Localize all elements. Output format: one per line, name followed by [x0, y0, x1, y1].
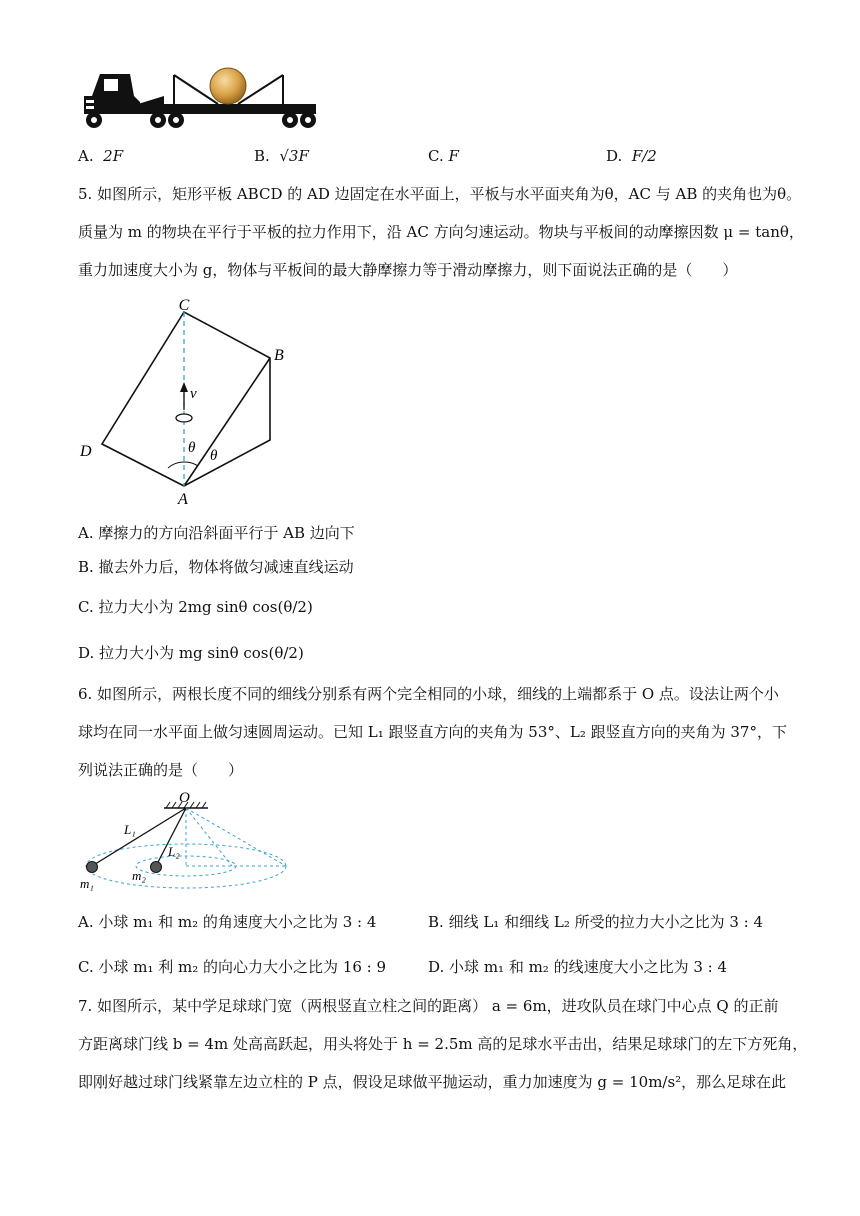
q4-option-b[interactable]: B. √3F	[254, 147, 309, 165]
q6-stem-line-1: 6. 如图所示，两根长度不同的细线分别系有两个完全相同的小球，细线的上端都系于 O 点。设法让两个小	[78, 685, 779, 703]
label-l1: L₁	[124, 822, 136, 837]
q7-stem-line-3: 即刚好越过球门线紧靠左边立柱的 P 点，假设足球做平抛运动，重力加速度为 g = 10m/s²，那么足球在此	[78, 1073, 787, 1091]
q5-option-b[interactable]: B. 撤去外力后，物体将做匀减速直线运动	[78, 558, 354, 576]
inclined-plate-figure	[74, 294, 304, 508]
q4-option-a[interactable]: A. 2F	[78, 147, 124, 165]
q6-option-c[interactable]: C. 小球 m₁ 利 m₂ 的向心力大小之比为 16 : 9	[78, 958, 387, 976]
q4-option-d[interactable]: D. F/2	[606, 147, 657, 165]
q5-stem-line-3: 重力加速度大小为 g，物体与平板间的最大静摩擦力等于滑动摩擦力，则下面说法正确的是（ ）	[78, 261, 738, 279]
velocity-arrow-icon	[180, 382, 188, 392]
label-a: A	[178, 491, 188, 508]
q5-option-a[interactable]: A. 摩擦力的方向沿斜面平行于 AB 边向下	[78, 524, 355, 542]
q6-option-b[interactable]: B. 细线 L₁ 和细线 L₂ 所受的拉力大小之比为 3 : 4	[428, 913, 764, 931]
truck-figure	[78, 62, 318, 134]
label-d: D	[80, 443, 92, 460]
q5-stem-line-2: 质量为 m 的物块在平行于平板的拉力作用下，沿 AC 方向匀速运动。物块与平板间的动摩擦因数 μ = tanθ，	[78, 223, 804, 241]
conical-pendulum-figure	[76, 790, 292, 894]
q6-option-a[interactable]: A. 小球 m₁ 和 m₂ 的角速度大小之比为 3 : 4	[78, 913, 377, 931]
ball-m1-icon	[87, 862, 98, 873]
block-icon	[176, 414, 192, 422]
label-theta-1: θ	[188, 440, 196, 456]
q6-stem-line-2: 球均在同一水平面上做匀速圆周运动。已知 L₁ 跟竖直方向的夹角为 53°、L₂ 跟竖直方向的夹角为 37°，下	[78, 723, 787, 741]
label-b: B	[274, 347, 284, 364]
label-c: C	[178, 297, 190, 314]
label-o: O	[179, 790, 190, 806]
wheel-icons	[86, 112, 316, 128]
q5-option-c[interactable]: C. 拉力大小为 2mg sinθ cos(θ/2)	[78, 598, 313, 616]
q7-stem-line-1: 7. 如图所示，某中学足球球门宽（两根竖直立柱之间的距离） a = 6m，进攻队员在球门中心点 Q 的正前	[78, 997, 779, 1015]
ball-m2-icon	[151, 862, 162, 873]
label-m1: m₁	[80, 876, 94, 891]
q7-stem-line-2: 方距离球门线 b = 4m 处高高跃起，用头将处于 h = 2.5m 高的足球水平击出，结果足球球门的左下方死角，	[78, 1035, 808, 1053]
label-m2: m₂	[132, 868, 146, 883]
q6-option-d[interactable]: D. 小球 m₁ 和 m₂ 的线速度大小之比为 3 : 4	[428, 958, 728, 976]
label-theta-2: θ	[210, 448, 218, 464]
ball-icon	[210, 68, 246, 104]
q5-option-d[interactable]: D. 拉力大小为 mg sinθ cos(θ/2)	[78, 644, 304, 662]
cab-window-icon	[104, 79, 118, 91]
label-l2: L₂	[168, 844, 180, 859]
label-v: v	[190, 386, 197, 402]
q6-stem-line-3: 列说法正确的是（ ）	[78, 761, 244, 779]
q4-option-c[interactable]: C. F	[428, 147, 459, 165]
q5-stem-line-1: 5. 如图所示，矩形平板 ABCD 的 AD 边固定在水平面上，平板与水平面夹角为θ，AC 与 AB 的夹角也为θ。	[78, 185, 802, 203]
